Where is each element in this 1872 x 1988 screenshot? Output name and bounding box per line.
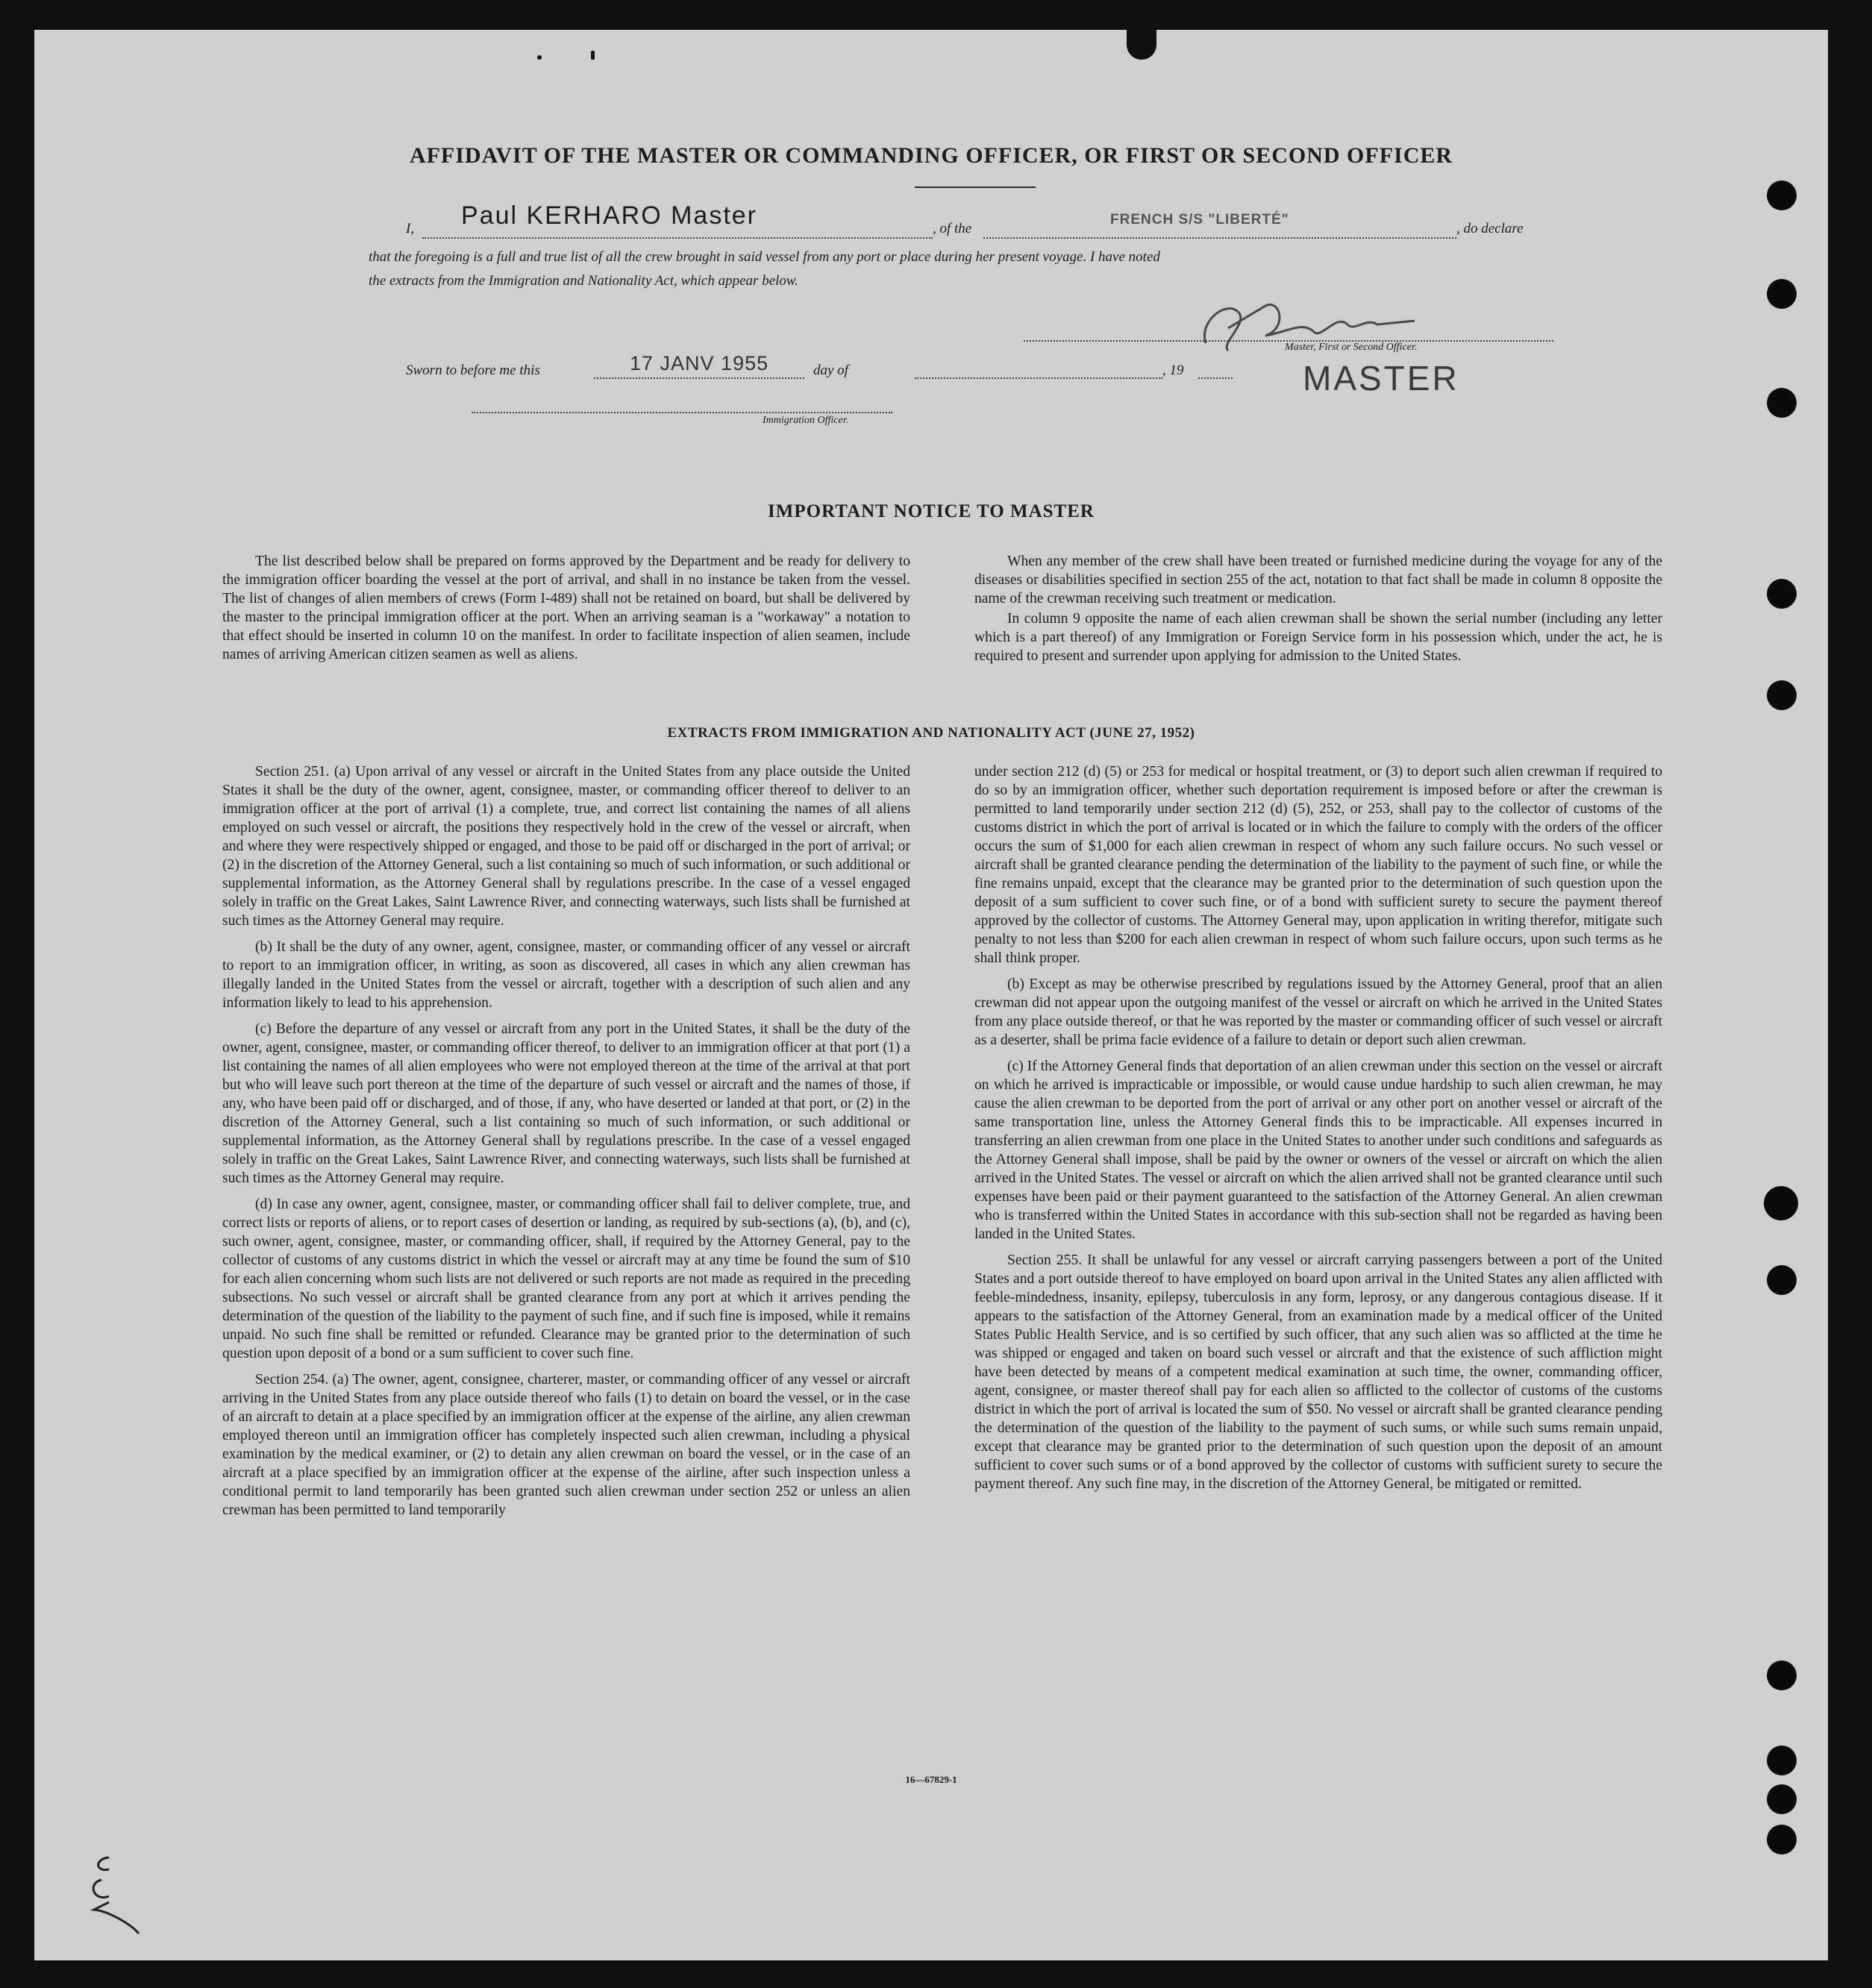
notice-right-column [974,552,1662,673]
section-254a-continued: under section 212 (d) (5) or 253 for medical or hospital treatment, or (3) to deport such alien crewman if required to do so by an immigration officer, whether such deportation requirement is imposed before or after the crewman is permitted to land temporarily under section 212 (d) (5), 252, or 253, shall pay to the collector of customs of the customs district in which the port of arrival is located or in which the failure to comply with the orders of the officer occurs the sum of $1,000 for each alien crewman in respect of whom any such failure occurs. No such vessel or aircraft shall be granted clearance pending the determination of the liability to the payment of such fine, or while the fine remains unpaid, except that the clearance may be granted prior to the determination of such question upon the deposit of a sum sufficient to cover such fine, or of a bond with sufficient surety to secure the payment thereof approved by the collector of customs. The Attorney General may, upon application in writing therefor, mitigate such penalty to not less than $200 for each alien crewman in respect of whom such failure occurs, upon such terms as he shall think proper. [974,764,1662,966]
officer-caption: Immigration Officer. [763,415,849,426]
section-254b: (b) Except as may be otherwise prescribed by regulations issued by the Attorney General, proof that an alien crewman did not appear upon the outgoing manifest of the vessel or aircraft on which he arrived in the United States from any place outside thereof, or that he was reported by the master or commanding officer of such vessel or aircraft as a deserter, shall be prima facie evidence of a failure to detain or deport such alien crewman. [974,976,1662,1048]
top-speck [591,51,595,60]
year-label: , 19 [1162,363,1184,378]
punch-hole [1767,181,1797,210]
master-stamp: MASTER [1303,359,1459,398]
punch-hole [1767,1661,1797,1690]
extracts-left-column [222,762,910,1527]
punch-hole [1767,579,1797,609]
punch-hole [1767,1265,1797,1295]
vessel-name: FRENCH S/S "LIBERTÉ" [1110,212,1289,228]
day-of-label: day of [813,363,848,378]
affidavit-title: AFFIDAVIT OF THE MASTER OR COMMANDING OFFICER, OR FIRST OR SECOND OFFICER [409,143,1453,168]
master-name: Paul KERHARO Master [461,201,757,230]
of-the-label: , of the [933,221,972,236]
section-251b: (b) It shall be the duty of any owner, agent, consignee, master, or commanding officer of any vessel or aircraft to report to an immigration officer, in writing, as soon as discovered, all cases in which any alien crewman has illegally landed in the United States from the vessel or aircraft, together with a description of such alien and any information likely to lead to his apprehension. [222,939,910,1011]
punch-hole [1767,1825,1797,1854]
section-251c: (c) Before the departure of any vessel or aircraft from any port in the United States, it shall be the duty of the owner, agent, consignee, master, or commanding officer thereof, to deliver to an immigration officer at that port (1) a list containing the names of all alien employees who were not employed thereon at the time of the arrival at that port but who will leave such port thereon at the time of the departure of such vessel or aircraft and the names of those, if any, who have been paid off or discharged, and of those, if any, who have deserted or landed at that port, or (2) in the discretion of the Attorney General, such a list containing so much of such information, or such additional or supplemental information, as the Attorney General shall by regulations prescribe. In the case of a vessel engaged solely in traffic on the Great Lakes, Saint Lawrence River, and connecting waterways, such lists shall be furnished at such times as the Attorney General may require. [222,1021,910,1186]
punch-hole [1767,1746,1797,1775]
sworn-date: 17 JANV 1955 [630,352,769,374]
section-251a: Section 251. (a) Upon arrival of any vessel or aircraft in the United States from any place outside the United States it shall be the duty of the owner, agent, consignee, master, or commanding officer thereof to deliver to an immigration officer at the port of arrival (1) a complete, true, and correct list containing the names of all aliens employed on such vessel or aircraft, the positions they respectively hold in the crew of the vessel or aircraft, when and where they were respectively shipped or engaged, and those to be paid off or discharged in the port of arrival; or (2) in the discretion of the Attorney General, such a list containing so much of such information, or such additional or supplemental information, as the Attorney General shall by regulations prescribe. In the case of a vessel engaged solely in traffic on the Great Lakes, Saint Lawrence River, and connecting waterways, such lists shall be furnished at such times as the Attorney General may require. [222,764,910,929]
sworn-label: Sworn to before me this [406,363,540,378]
declaration-statement-1: that the foregoing is a full and true list of all the crew brought in said vessel from any port or place during her present voyage. I have noted [369,249,1160,265]
month-field-line [915,371,1162,379]
section-255: Section 255. It shall be unlawful for any vessel or aircraft carrying passengers between a port of the United States and a port outside thereof to have employed on board upon arrival in the United States any alien afflicted with feeble-mindedness, insanity, epilepsy, tuberculosis in any form, leprosy, or any dangerous contagious disease. If it appears to the satisfaction of the Attorney General, from an examination made by a medical officer of the United States Public Health Service, and is so certified by such officer, that any such alien was so afflicted at the time he was shipped or engaged and taken on board such vessel or aircraft and that the existence of such affliction might have been detected by means of a competent medical examination at such time, the owner, commanding officer, agent, consignee, or master thereof shall pay for each alien so afflicted to the collector of customs of the customs district in which the port of arrival is located the sum of $50. No vessel or aircraft shall be granted clearance pending the determination of the question of the liability to the payment of such sums, or while such sums remain unpaid, except that clearance may be granted prior to the determination of such question upon the deposit of an amount sufficient to cover such sums or of a bond approved by the collector of customs with sufficient surety to secure the payment thereof. Any such fine may, in the discretion of the Attorney General, be mitigated or remitted. [974,1252,1662,1492]
i-label: I, [406,221,415,236]
title-underline [915,186,1036,188]
punch-hole [1764,1186,1798,1220]
year-field-line [1198,371,1233,379]
top-notch [1127,30,1156,60]
form-number: 16—67829-1 [905,1774,957,1785]
punch-hole [1767,388,1797,418]
handwritten-mark [79,1850,161,1940]
extracts-title: EXTRACTS FROM IMMIGRATION AND NATIONALITY ACT (JUNE 27, 1952) [667,725,1195,741]
section-254a: Section 254. (a) The owner, agent, consignee, charterer, master, or commanding officer of any vessel or aircraft arriving in the United States from any place outside thereof who fails (1) to detain on board the vessel, or in the case of an aircraft to detain at a place specified by an immigration officer at the expense of the airline, any alien crewman employed thereon until an immigration officer has completely inspected such alien crewman, including a physical examination by the medical examiner, or (2) to detain any alien crewman on board the vessel, or in the case of an aircraft at a place specified by an immigration officer at the expense of the airline, after such inspection unless a conditional permit to land temporarily has been granted such alien crewman under section 252 or unless an alien crewman has been permitted to land temporarily [222,1372,910,1518]
document-page [34,30,1828,1960]
top-speck [537,55,542,60]
notice-paragraph: When any member of the crew shall have been treated or furnished medicine during the voyage for any of the diseases or disabilities specified in section 255 of the act, notation to that fact shall be made in column 8 opposite the name of the crewman receiving such treatment or medication. [974,554,1662,606]
section-254c: (c) If the Attorney General finds that deportation of an alien crewman under this section on the vessel or aircraft on which he arrived is impracticable or impossible, or would cause undue hardship to such alien crewman, he may cause the alien crewman to be deported from the port of arrival or any other port on another vessel or aircraft of the same transportation line, unless the Attorney General finds this to be impracticable. All expenses incurred in transferring an alien crewman from one place in the United States to another under such conditions and safeguards as the Attorney General shall impose, shall be paid by the owner or owners of the vessel or aircraft on which the alien arrived in the United States. The vessel or aircraft on which the alien arrived shall not be granted clearance until such expenses have been paid or their payment guaranteed to the satisfaction of the Attorney General. An alien crewman who is transferred within the United States in accordance with this sub-section shall not be regarded as having been landed in the United States. [974,1059,1662,1242]
punch-hole [1767,680,1797,710]
punch-hole [1767,1784,1797,1814]
name-field-line [422,230,933,239]
notice-title: IMPORTANT NOTICE TO MASTER [768,501,1095,521]
notice-left-column [222,552,910,671]
notice-paragraph: The list described below shall be prepared on forms approved by the Department and be ready for delivery to the immigration officer boarding the vessel at the port of arrival, and shall in no instance be taken from the vessel. The list of changes of alien members of crews (Form I-489) shall not be retained on board, but shall be delivered by the master to the principal immigration officer at the port. When an arriving seaman is a "workaway" a notation to that effect should be inserted in column 10 on the manifest. In order to facilitate inspection of alien seamen, include names of arriving American citizen seamen as well as aliens. [222,554,910,662]
declaration-statement-2: the extracts from the Immigration and Nationality Act, which appear below. [369,273,798,289]
extracts-right-column [974,762,1662,1501]
punch-hole [1767,279,1797,309]
do-declare-label: , do declare [1456,221,1524,236]
notice-paragraph: In column 9 opposite the name of each alien crewman shall be shown the serial number (including any letter which is a part thereof) of any Immigration or Foreign Service form in his possession which, under the act, he is required to present and surrender upon applying for admission to the United States. [974,611,1662,664]
officer-signature-line [472,407,892,413]
signature-caption: Master, First or Second Officer. [1285,342,1418,353]
vessel-field-line [983,230,1456,239]
section-251d: (d) In case any owner, agent, consignee, master, or commanding officer shall fail to deliver complete, true, and correct lists or reports of aliens, or to report cases of desertion or landing, as required by sub-sections (a), (b), and (c), such owner, agent, consignee, master, or commanding officer, shall, if required by the Attorney General, pay to the collector of customs of any customs district in which the vessel or aircraft may at any time be found the sum of $10 for each alien concerning whom such lists are not delivered or such reports are not made as required in the preceding subsections. No such vessel or aircraft shall be granted clearance from any port at which it arrives pending the determination of the question of the liability to the payment of such fine, and if such fine is imposed, while it remains unpaid. No such fine shall be remitted or refunded. Clearance may be granted prior to the determination of such question upon deposit of a bond or a sum sufficient to cover such fine. [222,1197,910,1361]
